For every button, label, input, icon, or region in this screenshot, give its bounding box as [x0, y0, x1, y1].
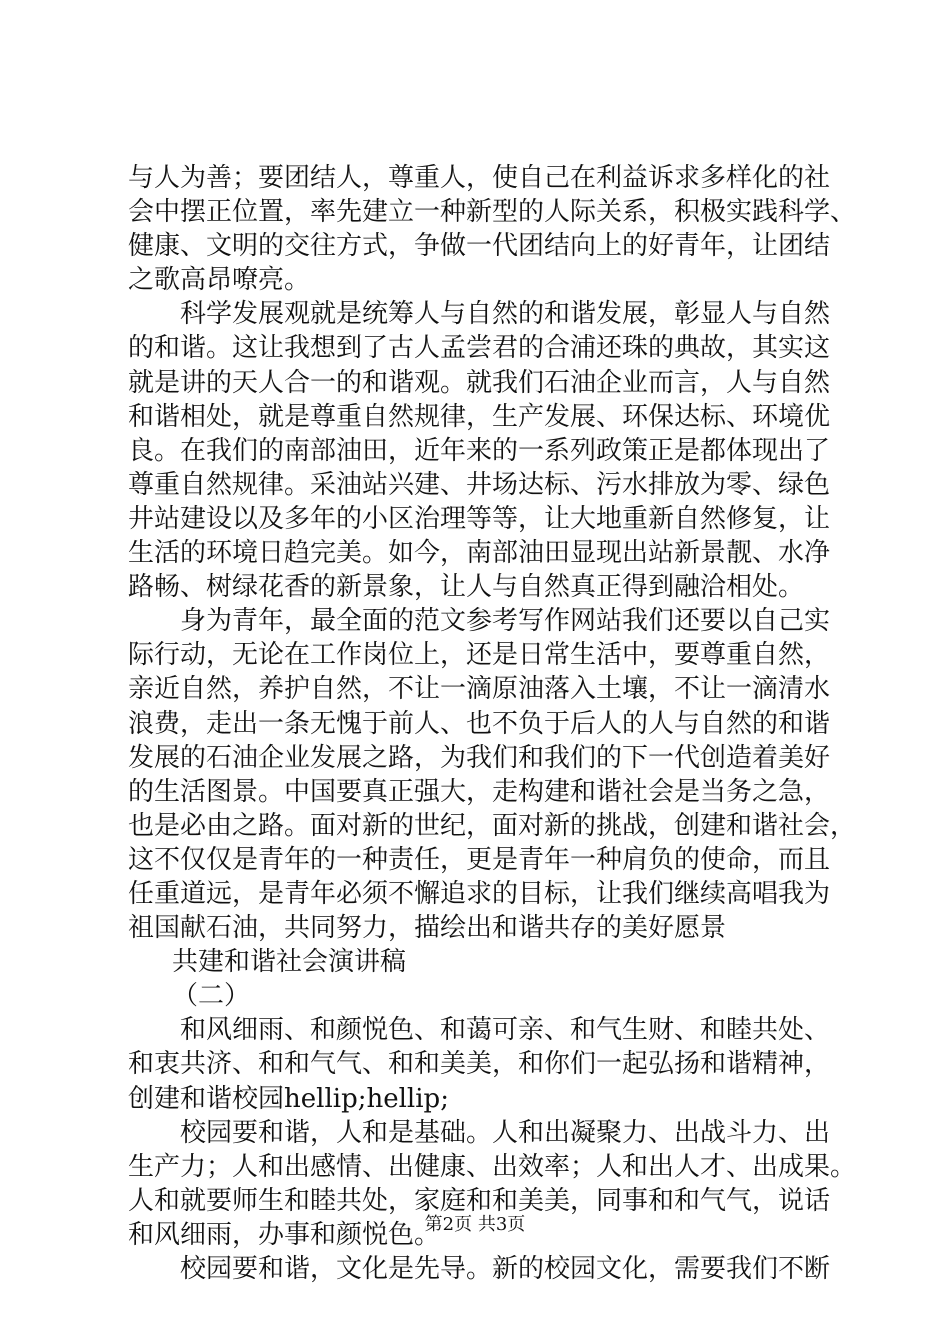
text-line: 和衷共济、和和气气、和和美美，和你们一起弘扬和谐精神， [128, 1049, 831, 1080]
text-line: 生活的环境日趋完美。如今，南部油田显现出站新景靓、水净 [128, 538, 831, 569]
text-line: 之歌高昂嘹亮。 [128, 265, 311, 296]
body-text [128, 161, 857, 1286]
text-line: 健康、文明的交往方式，争做一代团结向上的好青年，让团结 [128, 231, 831, 262]
text-line: 良。在我们的南部油田，近年来的一系列政策正是都体现出了 [128, 435, 831, 466]
text-line: 祖国献石油，共同努力，描绘出和谐共存的美好愿景 [128, 913, 727, 944]
text-line: 的和谐。这让我想到了古人孟尝君的合浦还珠的典故，其实这 [128, 333, 831, 364]
text-line: 与人为善；要团结人，尊重人，使自己在利益诉求多样化的社 [128, 163, 831, 193]
text-line: 的生活图景。中国要真正强大，走构建和谐社会是当务之急， [128, 776, 831, 807]
text-line: 创建和谐校园hellip;hellip; [128, 1083, 449, 1114]
page-number-footer: 第2页 共3页 [424, 1214, 526, 1235]
text-line: 会中摆正位置，率先建立一种新型的人际关系，积极实践科学、 [128, 197, 857, 228]
section-title: 共建和谐社会演讲稿 [172, 947, 407, 978]
text-line: 人和就要师生和睦共处，家庭和和美美，同事和和气气，说话 [128, 1185, 831, 1216]
text-line: 和风细雨，办事和颜悦色。 [128, 1219, 441, 1250]
text-line: 路畅、树绿花香的新景象，让人与自然真正得到融洽相处。 [128, 572, 805, 603]
text-line: 亲近自然，养护自然，不让一滴原油落入土壤，不让一滴清水 [128, 674, 831, 705]
text-line: 就是讲的天人合一的和谐观。就我们石油企业而言，人与自然 [128, 367, 831, 398]
text-line: 际行动，无论在工作岗位上，还是日常生活中，要尊重自然， [128, 640, 831, 671]
text-line: 尊重自然规律。采油站兴建、井场达标、污水排放为零、绿色 [128, 469, 831, 500]
text-line: 和谐相处，就是尊重自然规律，生产发展、环保达标、环境优 [128, 401, 831, 432]
section-number: （二） [172, 981, 251, 1012]
text-line: 这不仅仅是青年的一种责任，更是青年一种肩负的使命，而且 [128, 844, 831, 875]
text-line: 任重道远，是青年必须不懈追求的目标，让我们继续高唱我为 [128, 878, 831, 909]
text-line: 浪费，走出一条无愧于前人、也不负于后人的人与自然的和谐 [128, 708, 831, 739]
paragraph-start: 科学发展观就是统筹人与自然的和谐发展，彰显人与自然 [180, 299, 831, 330]
paragraph-start: 和风细雨、和颜悦色、和蔼可亲、和气生财、和睦共处、 [180, 1015, 831, 1046]
text-line: 井站建设以及多年的小区治理等等，让大地重新自然修复，让 [128, 503, 831, 534]
text-line: 发展的石油企业发展之路，为我们和我们的下一代创造着美好 [128, 742, 831, 773]
text-line: 也是必由之路。面对新的世纪，面对新的挑战，创建和谐社会， [128, 810, 857, 841]
text-line: 生产力；人和出感情、出健康、出效率；人和出人才、出成果。 [128, 1151, 857, 1182]
paragraph-start: 身为青年，最全面的范文参考写作网站我们还要以自己实 [180, 606, 831, 637]
paragraph-start: 校园要和谐，人和是基础。人和出凝聚力、出战斗力、出 [180, 1117, 831, 1148]
paragraph-start: 校园要和谐，文化是先导。新的校园文化，需要我们不断 [180, 1254, 831, 1284]
